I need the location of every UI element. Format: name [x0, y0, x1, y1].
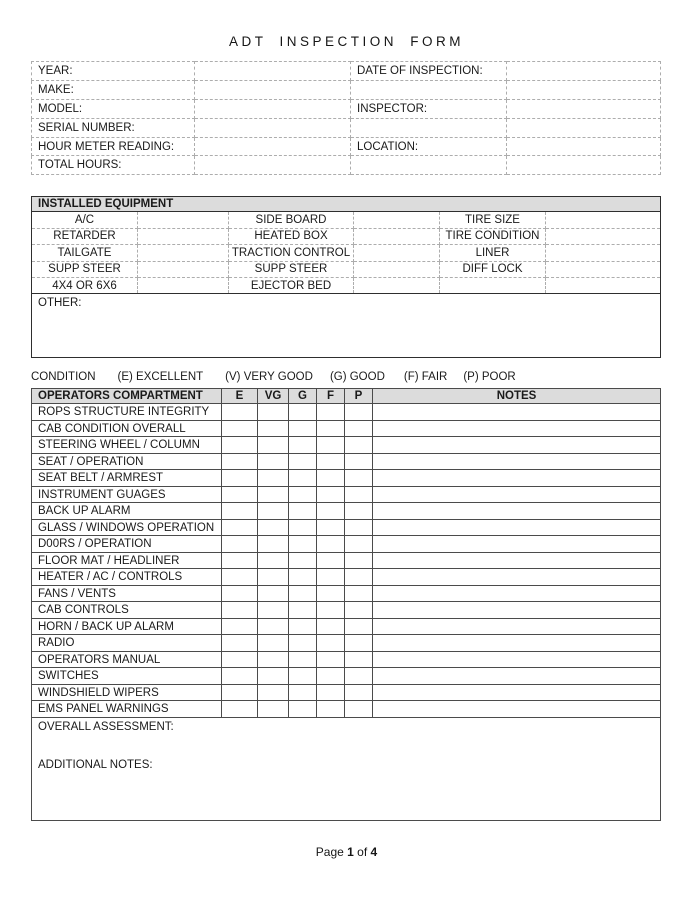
equipment-row	[32, 212, 661, 228]
traction-control-label: TRACTION CONTROL	[229, 245, 354, 261]
inspection-row	[32, 519, 661, 536]
rating-cell-f[interactable]	[317, 552, 345, 569]
notes-cell[interactable]	[373, 453, 661, 470]
inspection-row	[32, 684, 661, 701]
rating-cell-f[interactable]	[317, 503, 345, 520]
rating-cell-p[interactable]	[345, 404, 373, 421]
rating-cell-vg[interactable]	[258, 585, 289, 602]
installed-equipment-table	[31, 196, 661, 358]
notes-cell[interactable]	[373, 618, 661, 635]
equipment-row	[32, 228, 661, 244]
rating-cell-p[interactable]	[345, 635, 373, 652]
rating-cell-g[interactable]	[289, 618, 317, 635]
rating-cell-e[interactable]	[222, 453, 258, 470]
item-label: FANS / VENTS	[32, 585, 222, 602]
item-label: RADIO	[32, 635, 222, 652]
retarder-check-field[interactable]	[138, 228, 229, 244]
rating-cell-f[interactable]	[317, 651, 345, 668]
rating-cell-g[interactable]	[289, 569, 317, 586]
rating-cell-p[interactable]	[345, 536, 373, 553]
rating-cell-vg[interactable]	[258, 618, 289, 635]
rating-cell-g[interactable]	[289, 470, 317, 487]
diff-lock-label: DIFF LOCK	[440, 261, 546, 277]
rating-cell-g[interactable]	[289, 552, 317, 569]
rating-cell-e[interactable]	[222, 404, 258, 421]
info-row	[32, 99, 661, 118]
inspection-row	[32, 651, 661, 668]
rating-cell-f[interactable]	[317, 437, 345, 454]
item-label: ROPS STRUCTURE INTEGRITY	[32, 404, 222, 421]
notes-cell[interactable]	[373, 701, 661, 718]
condition-legend	[31, 371, 693, 383]
condition-legend-title: CONDITION	[31, 371, 96, 384]
tailgate-label: TAILGATE	[32, 245, 138, 261]
rating-cell-e[interactable]	[222, 635, 258, 652]
legend-good: (G) GOOD	[329, 371, 385, 384]
rating-cell-p[interactable]	[345, 453, 373, 470]
rating-cell-e[interactable]	[222, 684, 258, 701]
item-label: INSTRUMENT GUAGES	[32, 486, 222, 503]
diff-lock-check-field[interactable]	[546, 261, 661, 277]
col-header-g: G	[289, 389, 317, 404]
rating-cell-p[interactable]	[345, 437, 373, 454]
inspection-row	[32, 701, 661, 718]
item-label: GLASS / WINDOWS OPERATION	[32, 519, 222, 536]
legend-poor: (P) POOR	[463, 371, 516, 384]
rating-cell-e[interactable]	[222, 470, 258, 487]
year-label: YEAR:	[32, 62, 195, 81]
retarder-label: RETARDER	[32, 228, 138, 244]
notes-header: NOTES	[373, 389, 661, 404]
col-header-p: P	[345, 389, 373, 404]
inspection-row	[32, 536, 661, 553]
side-board-check-field[interactable]	[354, 212, 440, 228]
rating-cell-vg[interactable]	[258, 635, 289, 652]
inspection-row	[32, 602, 661, 619]
item-label: HORN / BACK UP ALARM	[32, 618, 222, 635]
rating-cell-e[interactable]	[222, 519, 258, 536]
rating-cell-p[interactable]	[345, 651, 373, 668]
item-label: OPERATORS MANUAL	[32, 651, 222, 668]
installed-equipment-header: INSTALLED EQUIPMENT	[32, 197, 661, 212]
notes-cell[interactable]	[373, 486, 661, 503]
inspector-field[interactable]	[507, 99, 661, 118]
rating-cell-e[interactable]	[222, 602, 258, 619]
rating-cell-g[interactable]	[289, 536, 317, 553]
heated-box-check-field[interactable]	[354, 228, 440, 244]
tire-size-label: TIRE SIZE	[440, 212, 546, 228]
hour-meter-reading-label: HOUR METER READING:	[32, 137, 195, 156]
operators-compartment-table	[31, 388, 661, 821]
rating-cell-g[interactable]	[289, 635, 317, 652]
rating-cell-e[interactable]	[222, 618, 258, 635]
location-label: LOCATION:	[351, 137, 507, 156]
equipment-row	[32, 277, 661, 293]
legend-very-good: (V) VERY GOOD	[225, 371, 313, 384]
rating-cell-e[interactable]	[222, 701, 258, 718]
operators-compartment-header: OPERATORS COMPARTMENT	[32, 389, 222, 404]
supp-steer-1-check-field[interactable]	[138, 261, 229, 277]
rating-cell-g[interactable]	[289, 453, 317, 470]
info-row	[32, 156, 661, 175]
rating-cell-p[interactable]	[345, 519, 373, 536]
inspection-row	[32, 552, 661, 569]
item-label: EMS PANEL WARNINGS	[32, 701, 222, 718]
rating-cell-f[interactable]	[317, 519, 345, 536]
notes-cell[interactable]	[373, 503, 661, 520]
rating-cell-p[interactable]	[345, 569, 373, 586]
footer-page-label: Page	[315, 844, 344, 859]
item-label: CAB CONDITION OVERALL	[32, 420, 222, 437]
equipment-section-header-row	[32, 197, 661, 212]
page-title: ADT INSPECTION FORM	[228, 34, 464, 49]
inspection-row	[32, 569, 661, 586]
notes-cell[interactable]	[373, 602, 661, 619]
blank-label-cell	[351, 156, 507, 175]
supp-steer-1-label: SUPP STEER	[32, 261, 138, 277]
item-label: HEATER / AC / CONTROLS	[32, 569, 222, 586]
tire-condition-label: TIRE CONDITION	[440, 228, 546, 244]
assessment-row	[32, 717, 661, 820]
other-equipment-field[interactable]	[32, 294, 661, 358]
rating-cell-vg[interactable]	[258, 486, 289, 503]
rating-cell-e[interactable]	[222, 437, 258, 454]
supp-steer-2-check-field[interactable]	[354, 261, 440, 277]
item-label: WINDSHIELD WIPERS	[32, 684, 222, 701]
side-board-label: SIDE BOARD	[229, 212, 354, 228]
total-hours-label: TOTAL HOURS:	[32, 156, 195, 175]
notes-cell[interactable]	[373, 536, 661, 553]
rating-cell-p[interactable]	[345, 486, 373, 503]
rating-cell-vg[interactable]	[258, 503, 289, 520]
rating-cell-e[interactable]	[222, 585, 258, 602]
rating-cell-g[interactable]	[289, 437, 317, 454]
other-label: OTHER:	[38, 297, 82, 310]
notes-cell[interactable]	[373, 635, 661, 652]
rating-cell-p[interactable]	[345, 503, 373, 520]
rating-cell-p[interactable]	[345, 668, 373, 685]
total-hours-field[interactable]	[195, 156, 351, 175]
rating-cell-vg[interactable]	[258, 437, 289, 454]
col-header-f: F	[317, 389, 345, 404]
rating-cell-f[interactable]	[317, 701, 345, 718]
rating-cell-vg[interactable]	[258, 602, 289, 619]
col-header-e: E	[222, 389, 258, 404]
supp-steer-2-label: SUPP STEER	[229, 261, 354, 277]
liner-check-field[interactable]	[546, 245, 661, 261]
item-label: FLOOR MAT / HEADLINER	[32, 552, 222, 569]
tire-size-check-field[interactable]	[546, 212, 661, 228]
heated-box-label: HEATED BOX	[229, 228, 354, 244]
inspector-label: INSPECTOR:	[351, 99, 507, 118]
ac-label: A/C	[32, 212, 138, 228]
notes-cell[interactable]	[373, 651, 661, 668]
rating-cell-f[interactable]	[317, 569, 345, 586]
rating-cell-p[interactable]	[345, 470, 373, 487]
inspection-row	[32, 668, 661, 685]
notes-cell[interactable]	[373, 470, 661, 487]
ejector-bed-label: EJECTOR BED	[229, 277, 354, 293]
rating-cell-p[interactable]	[345, 701, 373, 718]
item-label: D00RS / OPERATION	[32, 536, 222, 553]
operators-header-row	[32, 389, 661, 404]
tailgate-check-field[interactable]	[138, 245, 229, 261]
rating-cell-p[interactable]	[345, 618, 373, 635]
notes-cell[interactable]	[373, 585, 661, 602]
item-label: STEERING WHEEL / COLUMN	[32, 437, 222, 454]
ac-check-field[interactable]	[138, 212, 229, 228]
rating-cell-f[interactable]	[317, 585, 345, 602]
date-of-inspection-field[interactable]	[507, 62, 661, 81]
hour-meter-reading-field[interactable]	[195, 137, 351, 156]
rating-cell-vg[interactable]	[258, 404, 289, 421]
4x4-or-6x6-check-field[interactable]	[138, 277, 229, 293]
tire-condition-check-field[interactable]	[546, 228, 661, 244]
notes-cell[interactable]	[373, 420, 661, 437]
blank-field[interactable]	[507, 80, 661, 99]
rating-cell-f[interactable]	[317, 602, 345, 619]
model-field[interactable]	[195, 99, 351, 118]
blank-label-cell	[351, 118, 507, 137]
additional-notes-label: ADDITIONAL NOTES:	[38, 758, 153, 771]
inspection-row	[32, 635, 661, 652]
inspection-row	[32, 486, 661, 503]
blank-field[interactable]	[507, 118, 661, 137]
vehicle-info-table	[31, 61, 661, 175]
inspection-row	[32, 503, 661, 520]
item-label: SWITCHES	[32, 668, 222, 685]
item-label: BACK UP ALARM	[32, 503, 222, 520]
rating-cell-g[interactable]	[289, 585, 317, 602]
inspection-row	[32, 470, 661, 487]
rating-cell-f[interactable]	[317, 404, 345, 421]
legend-excellent: (E) EXCELLENT	[117, 371, 204, 384]
rating-cell-e[interactable]	[222, 536, 258, 553]
info-row	[32, 118, 661, 137]
blank-equipment-label	[440, 277, 546, 293]
traction-control-check-field[interactable]	[354, 245, 440, 261]
year-field[interactable]	[195, 62, 351, 81]
rating-cell-e[interactable]	[222, 552, 258, 569]
footer-total-pages: 4	[370, 844, 378, 859]
equipment-other-row	[32, 294, 661, 358]
rating-cell-g[interactable]	[289, 503, 317, 520]
rating-cell-vg[interactable]	[258, 519, 289, 536]
rating-cell-vg[interactable]	[258, 569, 289, 586]
make-field[interactable]	[195, 80, 351, 99]
rating-cell-vg[interactable]	[258, 453, 289, 470]
rating-cell-g[interactable]	[289, 420, 317, 437]
rating-cell-vg[interactable]	[258, 651, 289, 668]
make-label: MAKE:	[32, 80, 195, 99]
rating-cell-g[interactable]	[289, 404, 317, 421]
equipment-row	[32, 261, 661, 277]
notes-cell[interactable]	[373, 437, 661, 454]
info-row	[32, 62, 661, 81]
item-label: SEAT BELT / ARMREST	[32, 470, 222, 487]
item-label: CAB CONTROLS	[32, 602, 222, 619]
col-header-vg: VG	[258, 389, 289, 404]
rating-cell-e[interactable]	[222, 569, 258, 586]
inspection-row	[32, 437, 661, 454]
rating-cell-e[interactable]	[222, 503, 258, 520]
notes-cell[interactable]	[373, 519, 661, 536]
rating-cell-p[interactable]	[345, 684, 373, 701]
rating-cell-p[interactable]	[345, 552, 373, 569]
rating-cell-e[interactable]	[222, 420, 258, 437]
serial-number-label: SERIAL NUMBER:	[32, 118, 195, 137]
rating-cell-f[interactable]	[317, 618, 345, 635]
rating-cell-g[interactable]	[289, 668, 317, 685]
blank-label-cell	[351, 80, 507, 99]
rating-cell-f[interactable]	[317, 684, 345, 701]
rating-cell-e[interactable]	[222, 651, 258, 668]
equipment-row	[32, 245, 661, 261]
inspection-row	[32, 420, 661, 437]
model-label: MODEL:	[32, 99, 195, 118]
rating-cell-f[interactable]	[317, 420, 345, 437]
blank-field[interactable]	[507, 156, 661, 175]
rating-cell-f[interactable]	[317, 486, 345, 503]
info-row	[32, 137, 661, 156]
location-field[interactable]	[507, 137, 661, 156]
rating-cell-f[interactable]	[317, 635, 345, 652]
rating-cell-vg[interactable]	[258, 420, 289, 437]
rating-cell-f[interactable]	[317, 668, 345, 685]
info-row	[32, 80, 661, 99]
assessment-area[interactable]	[32, 717, 661, 820]
notes-cell[interactable]	[373, 552, 661, 569]
4x4-or-6x6-label: 4X4 OR 6X6	[32, 277, 138, 293]
ejector-bed-check-field[interactable]	[354, 277, 440, 293]
page-footer	[0, 845, 693, 859]
rating-cell-f[interactable]	[317, 453, 345, 470]
rating-cell-vg[interactable]	[258, 536, 289, 553]
rating-cell-g[interactable]	[289, 651, 317, 668]
rating-cell-vg[interactable]	[258, 668, 289, 685]
footer-page-number: 1	[347, 844, 354, 859]
notes-cell[interactable]	[373, 404, 661, 421]
rating-cell-vg[interactable]	[258, 552, 289, 569]
footer-of-label: of	[357, 844, 368, 859]
overall-assessment-label: OVERALL ASSESSMENT:	[38, 720, 174, 733]
date-of-inspection-label: DATE OF INSPECTION:	[351, 62, 507, 81]
serial-number-field[interactable]	[195, 118, 351, 137]
item-label: SEAT / OPERATION	[32, 453, 222, 470]
rating-cell-e[interactable]	[222, 668, 258, 685]
notes-cell[interactable]	[373, 684, 661, 701]
rating-cell-f[interactable]	[317, 470, 345, 487]
rating-cell-g[interactable]	[289, 519, 317, 536]
inspection-row	[32, 404, 661, 421]
liner-label: LINER	[440, 245, 546, 261]
blank-equipment-check-field[interactable]	[546, 277, 661, 293]
rating-cell-p[interactable]	[345, 420, 373, 437]
inspection-row	[32, 453, 661, 470]
rating-cell-vg[interactable]	[258, 684, 289, 701]
rating-cell-e[interactable]	[222, 486, 258, 503]
notes-cell[interactable]	[373, 668, 661, 685]
rating-cell-vg[interactable]	[258, 470, 289, 487]
rating-cell-vg[interactable]	[258, 701, 289, 718]
rating-cell-g[interactable]	[289, 701, 317, 718]
legend-fair: (F) FAIR	[403, 371, 448, 384]
rating-cell-f[interactable]	[317, 536, 345, 553]
rating-cell-p[interactable]	[345, 602, 373, 619]
rating-cell-p[interactable]	[345, 585, 373, 602]
inspection-row	[32, 618, 661, 635]
inspection-row	[32, 585, 661, 602]
notes-cell[interactable]	[373, 569, 661, 586]
rating-cell-g[interactable]	[289, 684, 317, 701]
rating-cell-g[interactable]	[289, 602, 317, 619]
rating-cell-g[interactable]	[289, 486, 317, 503]
